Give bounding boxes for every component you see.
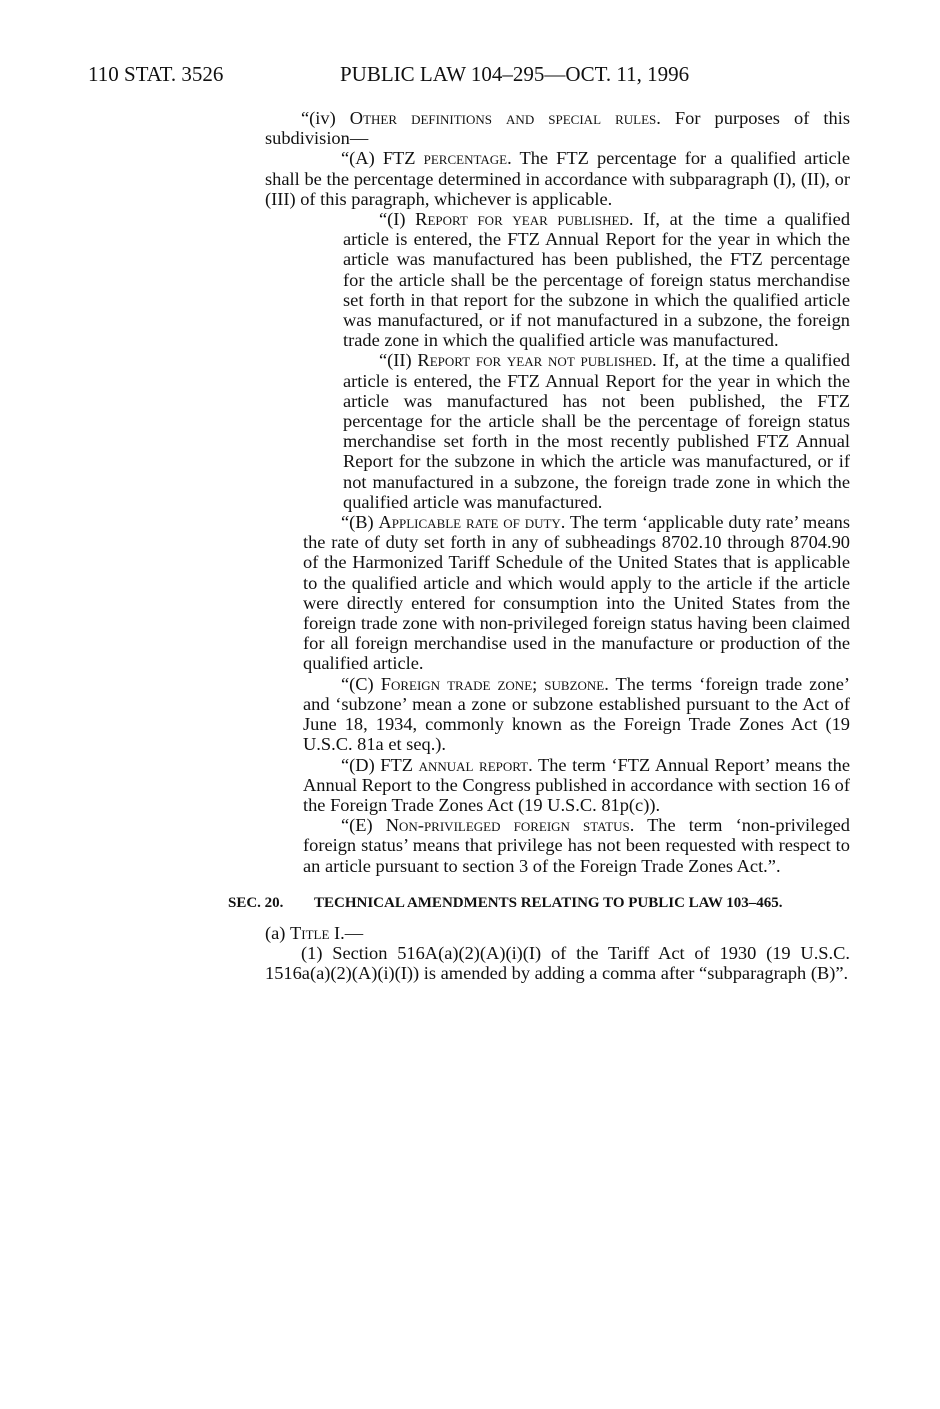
subclause-D-text: The term ‘FTZ Annual Report’ means the Annual Report to the Congress published in accordance with section 16 of the Foreign Trade Zones Act (19 U.S.C. 81p(c)). bbox=[303, 754, 850, 815]
statute-page-number: 110 STAT. 3526 bbox=[88, 62, 224, 86]
subclause-D bbox=[303, 755, 850, 816]
subclause-E-lead: “(E) bbox=[341, 815, 386, 836]
subclause-C bbox=[303, 674, 850, 755]
subclause-D-heading: FTZ annual report. bbox=[380, 754, 533, 775]
subsection-a bbox=[265, 923, 850, 943]
subsection-a-lead: (a) bbox=[265, 922, 291, 943]
subclause-E-text: The term ‘non-privileged foreign status’ means that privilege has not been requested with respect to an article pursuant to section 3 of the Foreign Trade Zones Act.”. bbox=[303, 815, 850, 876]
clause-iv bbox=[265, 108, 850, 148]
section-heading bbox=[228, 894, 850, 913]
section-number: SEC. 20. bbox=[228, 894, 284, 911]
subclause-A-heading: FTZ percentage. bbox=[382, 148, 512, 169]
clause-iv-text: For purposes of this subdivision— bbox=[265, 108, 850, 149]
subclause-C-heading: Foreign trade zone; subzone. bbox=[380, 673, 609, 694]
item-I-text: If, at the time a qualified article is entered, the FTZ Annual Report for the year in which the article was manufactured has been published, the FTZ percentage for the article shall be the percentage of foreign status merchandise set forth in that report for the subzone in which the qualified article was manufactured, or if not manufactured in a subzone, the foreign trade zone in which the qualified article was manufactured. bbox=[343, 209, 851, 351]
item-I-heading: Report for year published. bbox=[415, 209, 634, 230]
subsection-a-dash: — bbox=[344, 922, 364, 943]
subclause-E bbox=[303, 815, 850, 876]
clause-iv-lead: “(iv) bbox=[301, 108, 350, 128]
subclause-E-heading: Non-privileged foreign status. bbox=[385, 815, 635, 836]
page-header bbox=[88, 62, 848, 88]
subclause-C-lead: “(C) bbox=[341, 673, 381, 694]
section-title: TECHNICAL AMENDMENTS RELATING TO PUBLIC LAW 103–465. bbox=[314, 894, 783, 911]
subclause-B bbox=[303, 512, 850, 674]
subclause-A bbox=[265, 148, 850, 209]
item-II-heading: Report for year not published. bbox=[417, 350, 657, 371]
item-I-lead: “(I) bbox=[379, 209, 416, 230]
item-II bbox=[343, 350, 850, 512]
subclause-B-text: The term ‘applicable duty rate’ means the rate of duty set forth in any of subheadings 8702.10 through 8704.90 of the Harmonized Tariff Schedule of the United States that is applicable to the qualified article and which would apply to the article if the article were directly entered for consumption into the United States from the foreign trade zone with non-privileged foreign status having been claimed for all foreign merchandise used in the manufacture or production of the qualified article. bbox=[303, 512, 850, 674]
subclause-D-lead: “(D) bbox=[341, 754, 381, 775]
subclause-B-heading: Applicable rate of duty. bbox=[378, 512, 566, 533]
subclause-B-lead: “(B) bbox=[341, 512, 379, 533]
document-body bbox=[0, 108, 940, 983]
subsection-a-heading: Title I. bbox=[290, 922, 345, 943]
subclause-C-text: The terms ‘foreign trade zone’ and ‘subzone’ mean a zone or subzone established pursuant to the Act of June 18, 1934, commonly known as the Foreign Trade Zones Act (19 U.S.C. 81a et seq.). bbox=[303, 673, 850, 755]
item-II-lead: “(II) bbox=[379, 350, 418, 371]
clause-iv-heading: Other definitions and special rules. bbox=[349, 108, 661, 128]
public-law-title: PUBLIC LAW 104–295—OCT. 11, 1996 bbox=[340, 62, 690, 86]
subclause-A-lead: “(A) bbox=[341, 148, 383, 169]
item-II-text: If, at the time a qualified article is entered, the FTZ Annual Report for the year in which the article was manufactured has not been published, the FTZ percentage for the article shall be the percentage of foreign status merchandise set forth in the most recently published FTZ Annual Report for the subzone in which the article was manufactured, or if not manufactured in a subzone, the foreign trade zone in which the qualified article was manufactured. bbox=[343, 350, 850, 512]
paragraph-1: (1) Section 516A(a)(2)(A)(i)(I) of the Tariff Act of 1930 (19 U.S.C. 1516a(a)(2)(A)(i)(I)) is amended by adding a comma after “subparagraph (B)”. bbox=[265, 942, 850, 984]
subclause-A-text: The FTZ percentage for a qualified article shall be the percentage determined in accordance with subparagraph (I), (II), or (III) of this paragraph, whichever is applicable. bbox=[265, 148, 850, 209]
item-I bbox=[343, 209, 850, 350]
